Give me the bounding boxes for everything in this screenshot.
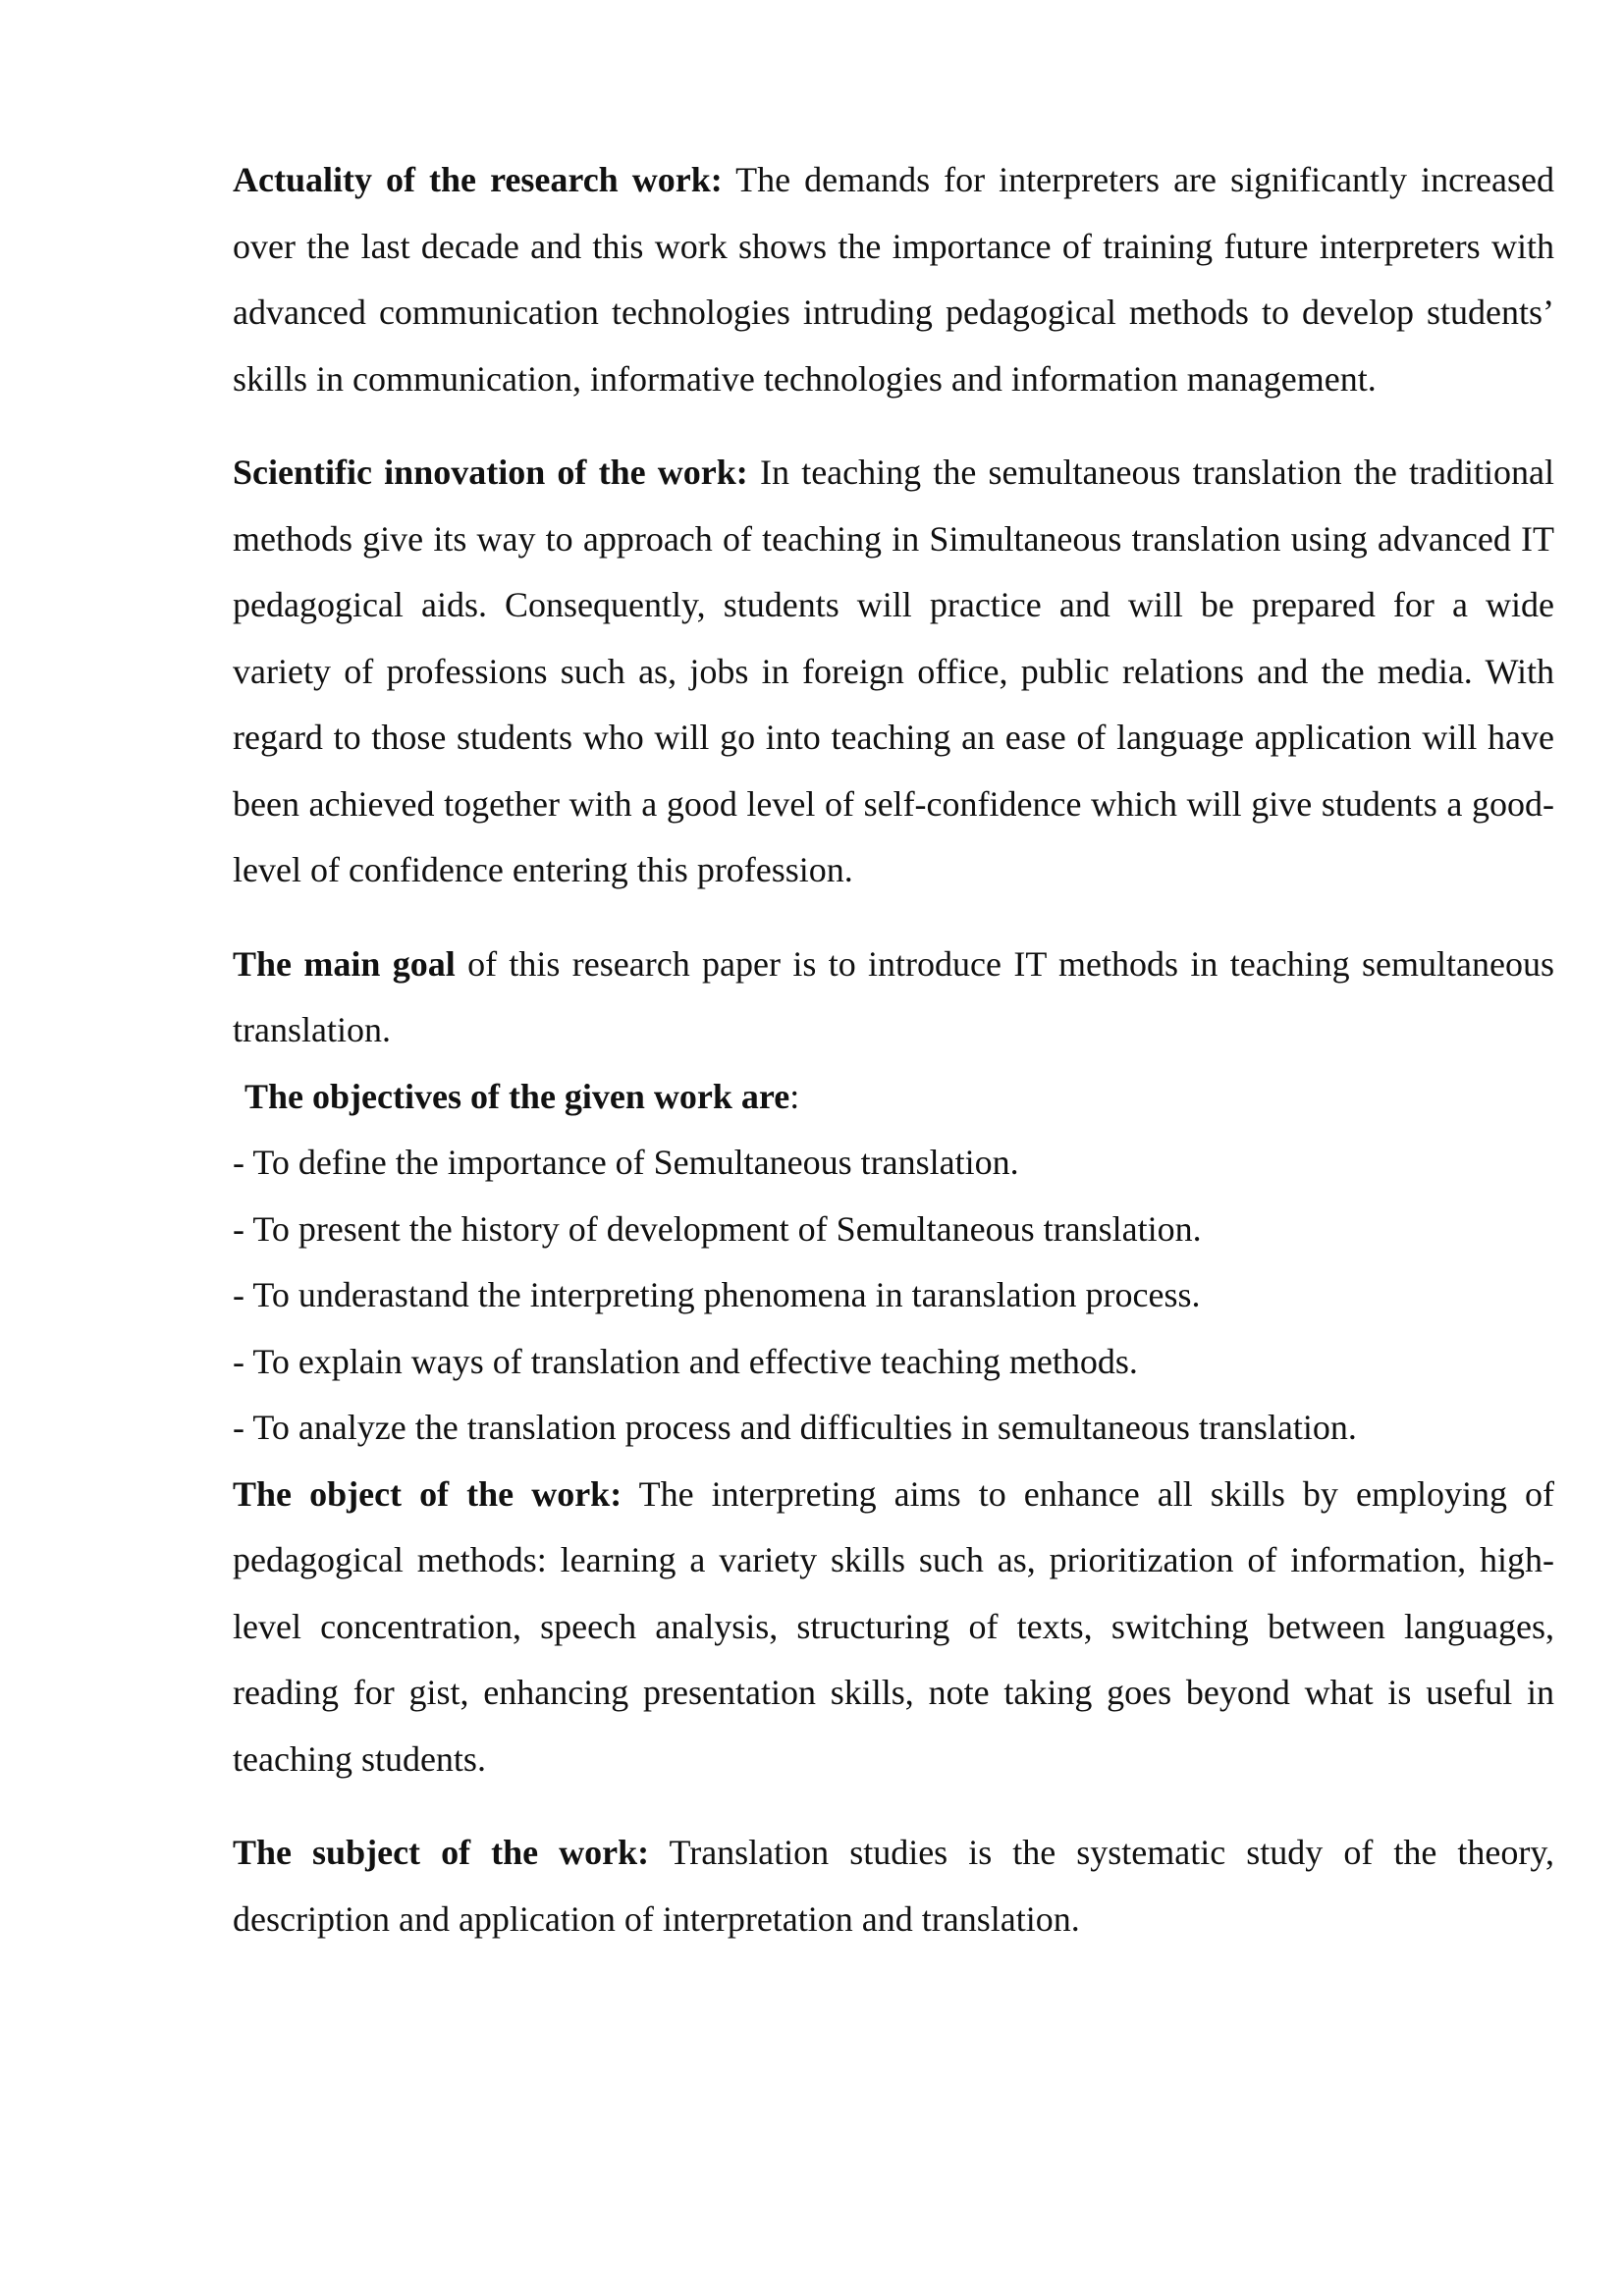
actuality-text: The demands for interpreters are significantly increased over the last decade and this work shows the importance of training future interpreters with advanced communication technologies intruding pedagogical methods to develop students’ skills in communication, informative technologies and information management. xyxy=(233,160,1554,399)
objective-item: - To underastand the interpreting phenomena in taranslation process. xyxy=(233,1275,1201,1314)
objective-item: - To analyze the translation process and difficulties in semultaneous translation. xyxy=(233,1408,1357,1447)
object-text: The interpreting aims to enhance all skills by employing of pedagogical methods: learning a variety skills such as, prioritization of information, high- level concentration, speech analysis, structuring of texts, switching between languages, reading for gist, enhancing presentation skills, note taking goes beyond what is useful in teaching students. xyxy=(233,1473,1554,1779)
objective-item: - To define the importance of Semultaneous translation. xyxy=(233,1143,1019,1182)
objectives-heading xyxy=(233,1064,1554,1131)
object-lead: The object of the work: xyxy=(233,1473,623,1514)
main-goal-lead: The main goal xyxy=(233,943,456,984)
innovation-text: In teaching the semultaneous translation the traditional methods give its way to approach of teaching in Simultaneous translation using advanced IT pedagogical aids. Consequently, students will practice and will be prepared for a wide variety of professions such as, jobs in foreign office, public relations and the media. With regard to those students who will go into teaching an ease of language application will have been achieved together with a good level of self-confidence which will give students a good-level of confidence entering this profession. xyxy=(233,453,1554,889)
subject-lead: The subject of the work: xyxy=(233,1833,650,1872)
objectives-list xyxy=(233,1130,1554,1462)
actuality-lead: Actuality of the research work: xyxy=(233,160,723,199)
actuality-paragraph xyxy=(233,147,1554,412)
objective-item: - To present the history of development of Semultaneous translation. xyxy=(233,1208,1202,1249)
main-goal-paragraph xyxy=(233,932,1554,1064)
objectives-heading-colon: : xyxy=(789,1076,800,1116)
innovation-lead: Scientific innovation of the work: xyxy=(233,453,748,492)
innovation-paragraph xyxy=(233,440,1554,904)
objectives-heading-text: The objectives of the given work are xyxy=(244,1076,790,1116)
main-goal-text: of this research paper is to introduce IT methods in teaching semultaneous translation. xyxy=(233,943,1554,1049)
document-page xyxy=(233,147,1554,1952)
subject-paragraph xyxy=(233,1820,1554,1952)
objective-item: - To explain ways of translation and effective teaching methods. xyxy=(233,1341,1138,1381)
subject-text: Translation studies is the systematic study of the theory, description and application of interpretation and translation. xyxy=(233,1833,1554,1939)
object-paragraph xyxy=(233,1462,1554,1793)
